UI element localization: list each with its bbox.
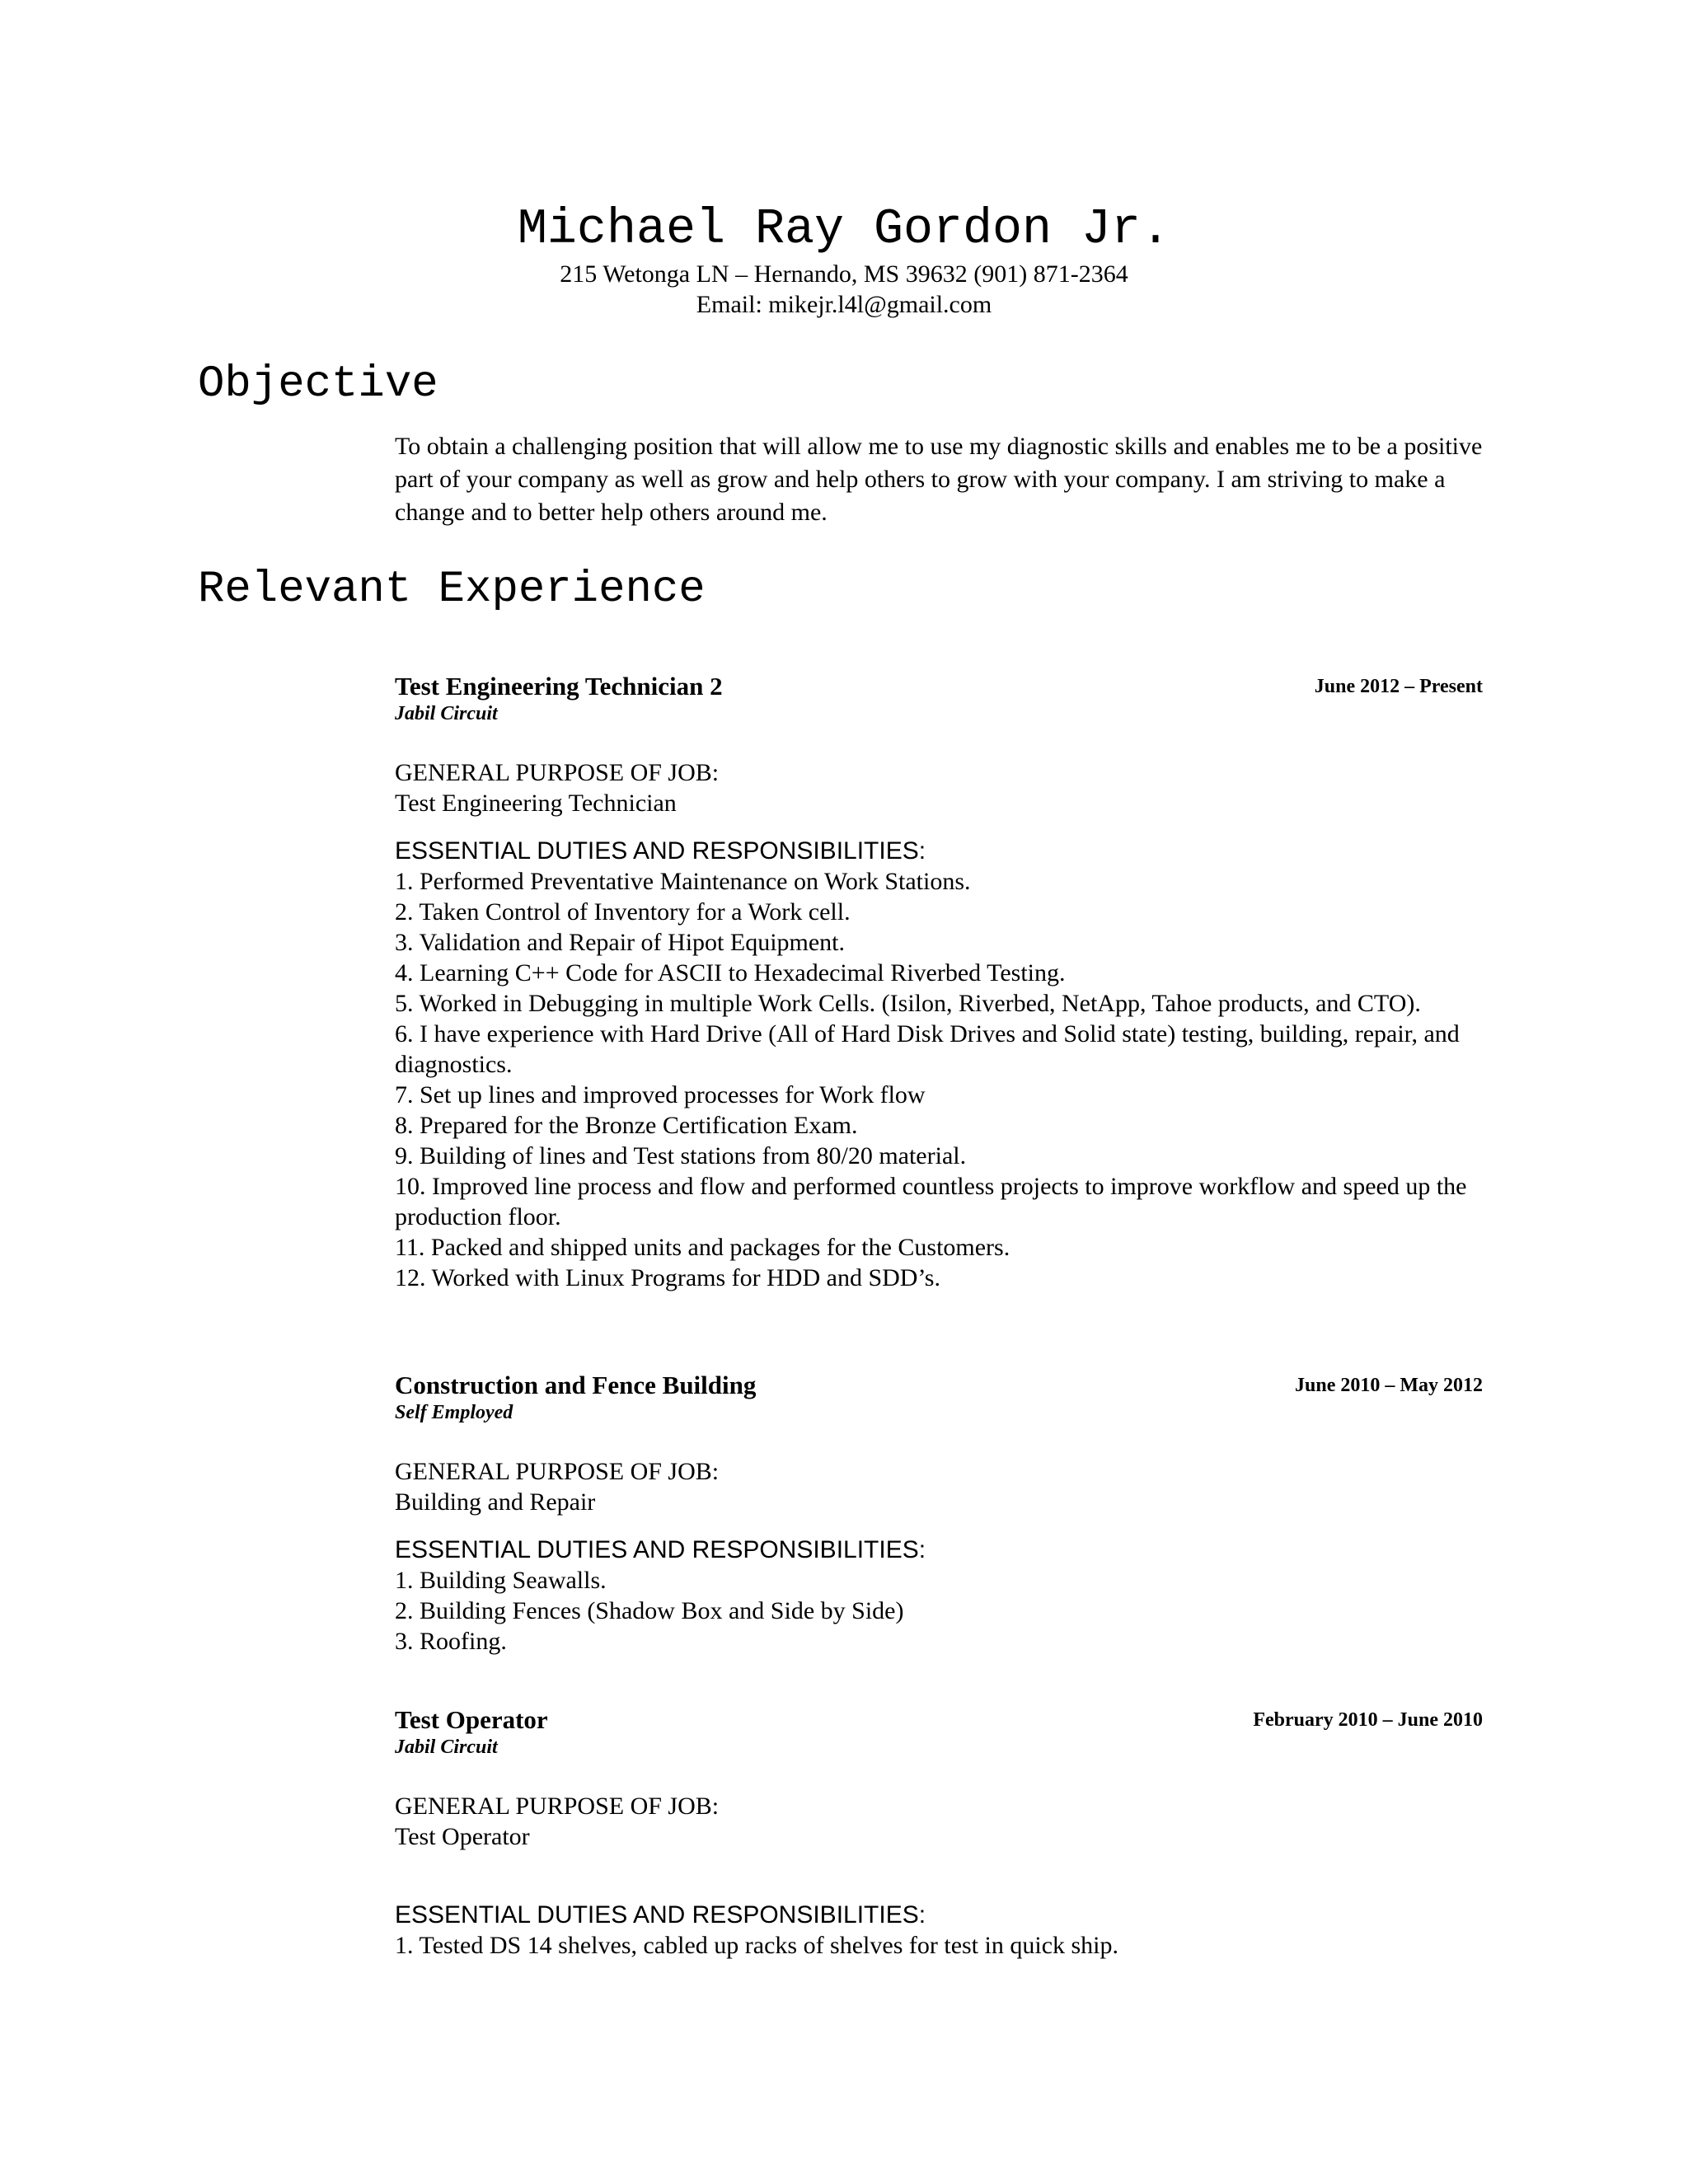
- duty-item: 4. Learning C++ Code for ASCII to Hexadecimal Riverbed Testing.: [395, 959, 1066, 987]
- resume-name: Michael Ray Gordon Jr.: [517, 202, 1171, 258]
- duties-label: ESSENTIAL DUTIES AND RESPONSIBILITIES:: [395, 837, 926, 865]
- job-entry: [395, 1705, 1483, 1961]
- job-dates: June 2010 – May 2012: [1295, 1375, 1483, 1396]
- purpose-label: GENERAL PURPOSE OF JOB:: [395, 1458, 720, 1485]
- contact-address: 215 Wetonga LN – Hernando, MS 39632 (901) 871-2364: [560, 260, 1128, 288]
- job-title: Test Engineering Technician 2: [395, 672, 723, 701]
- duty-item: 9. Building of lines and Test stations from 80/20 material.: [395, 1142, 967, 1169]
- duty-item: 5. Worked in Debugging in multiple Work Cells. (Isilon, Riverbed, NetApp, Tahoe products, and CTO).: [395, 990, 1421, 1017]
- job-entry: [395, 1371, 1483, 1657]
- duty-item: 2. Taken Control of Inventory for a Work cell.: [395, 898, 851, 926]
- purpose-label: GENERAL PURPOSE OF JOB:: [395, 1793, 720, 1820]
- duties-list: [395, 866, 1483, 1293]
- duty-item: 1. Tested DS 14 shelves, cabled up racks of shelves for test in quick ship.: [395, 1932, 1119, 1959]
- duties-label: ESSENTIAL DUTIES AND RESPONSIBILITIES:: [395, 1536, 926, 1563]
- duty-item: 11. Packed and shipped units and packages for the Customers.: [395, 1234, 1010, 1261]
- objective-section: [395, 430, 1483, 529]
- objective-heading: Objective: [198, 359, 438, 410]
- job-header: [395, 1705, 1483, 1735]
- duty-item: 10. Improved line process and flow and performed countless projects to improve workflow and speed up the production floor.: [395, 1173, 1467, 1230]
- purpose-label: GENERAL PURPOSE OF JOB:: [395, 759, 720, 786]
- duty-item: 3. Roofing.: [395, 1628, 507, 1655]
- objective-text: To obtain a challenging position that will allow me to use my diagnostic skills and enables me to be a positive part of your company as well as grow and help others to grow with your company. I am striving to make a change and to better help others around me.: [395, 433, 1483, 526]
- job-title: Construction and Fence Building: [395, 1371, 757, 1399]
- job-entry: [395, 672, 1483, 1293]
- duty-item: 12. Worked with Linux Programs for HDD and SDD’s.: [395, 1264, 940, 1291]
- experience-heading: Relevant Experience: [198, 565, 706, 615]
- duties-list: [395, 1930, 1483, 1961]
- job-company: Jabil Circuit: [395, 1736, 498, 1758]
- duty-item: 2. Building Fences (Shadow Box and Side by Side): [395, 1597, 904, 1624]
- duty-item: 6. I have experience with Hard Drive (All of Hard Disk Drives and Solid state) testing, building, repair, and diagnostics.: [395, 1020, 1460, 1078]
- job-header: [395, 672, 1483, 701]
- job-dates: June 2012 – Present: [1314, 676, 1483, 697]
- purpose-value: Building and Repair: [395, 1488, 596, 1516]
- job-dates: February 2010 – June 2010: [1253, 1709, 1483, 1731]
- duties-label: ESSENTIAL DUTIES AND RESPONSIBILITIES:: [395, 1901, 926, 1929]
- duty-item: 8. Prepared for the Bronze Certification Exam.: [395, 1112, 858, 1139]
- duty-item: 3. Validation and Repair of Hipot Equipment.: [395, 929, 846, 956]
- job-company: Self Employed: [395, 1402, 513, 1423]
- duty-item: 7. Set up lines and improved processes for Work flow: [395, 1081, 926, 1108]
- job-title: Test Operator: [395, 1705, 548, 1734]
- contact-email: Email: mikejr.l4l@gmail.com: [696, 291, 992, 318]
- duty-item: 1. Building Seawalls.: [395, 1567, 607, 1594]
- job-company: Jabil Circuit: [395, 703, 498, 724]
- job-header: [395, 1371, 1483, 1400]
- duties-list: [395, 1565, 1483, 1657]
- duty-item: 1. Performed Preventative Maintenance on Work Stations.: [395, 868, 971, 895]
- purpose-value: Test Engineering Technician: [395, 790, 677, 817]
- purpose-value: Test Operator: [395, 1823, 530, 1850]
